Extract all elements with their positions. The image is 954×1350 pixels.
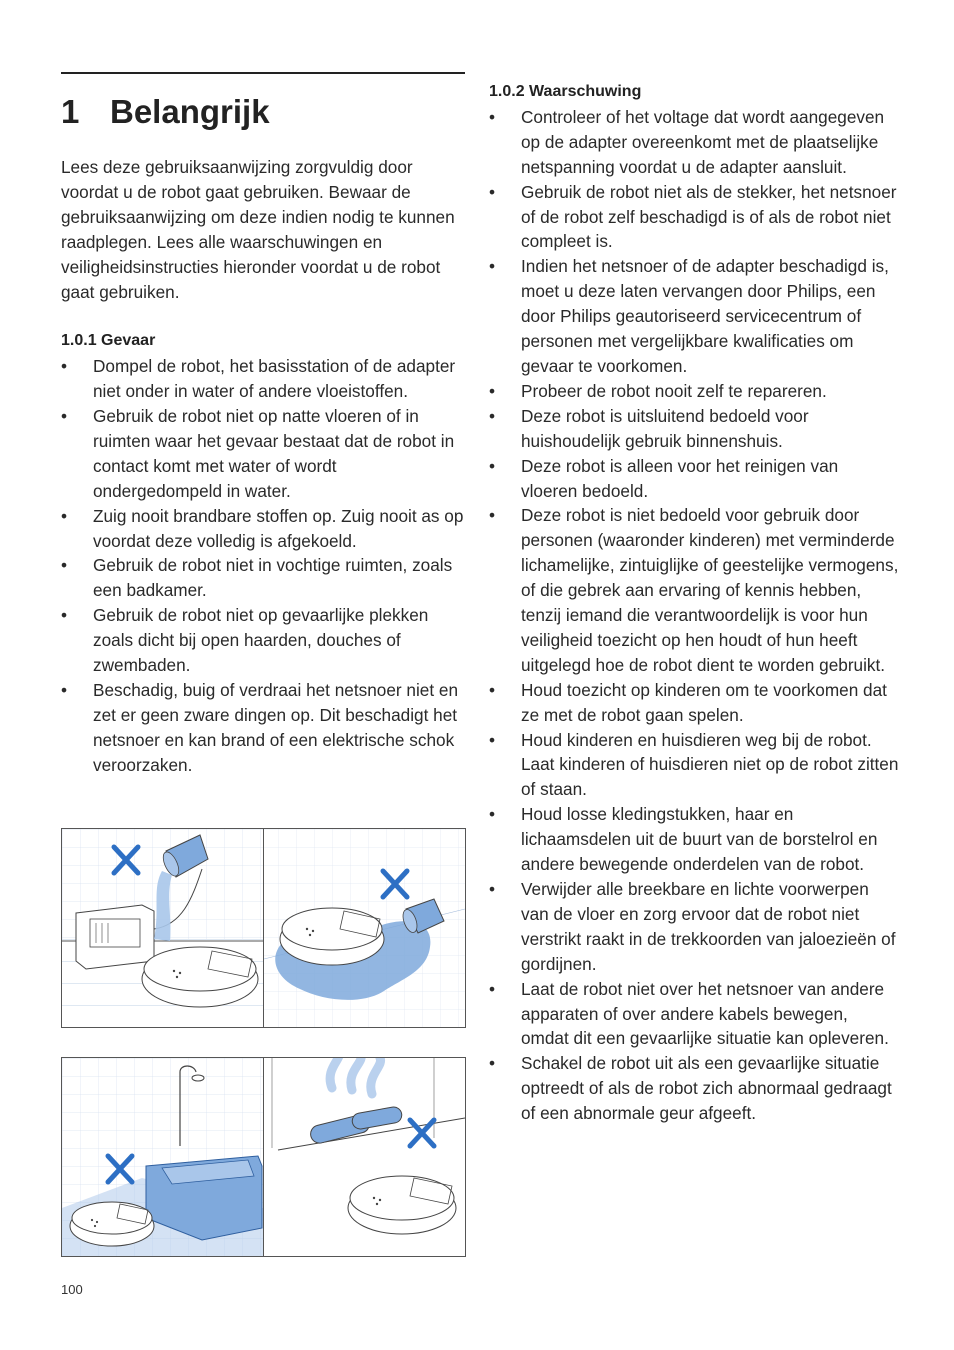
gevaar-item-text: Dompel de robot, het basisstation of de adapter niet onder in water of andere vloeistoffen. xyxy=(93,356,456,402)
waarschuwing-item xyxy=(489,254,899,379)
gevaar-item-text: Gebruik de robot niet op natte vloeren of in ruimten waar het gevaar bestaat dat de robot in contact komt met water of wordt ondergedompeld in water. xyxy=(93,406,455,501)
bullet-icon: • xyxy=(489,405,496,426)
bullet-icon: • xyxy=(489,455,496,476)
bullet-icon: • xyxy=(489,679,496,700)
intro-paragraph: Lees deze gebruiksaanwijzing zorgvuldig door voordat u de robot gaat gebruiken. Bewaar de gebruiksaanwijzing om deze indien nodig te kunnen raadplegen. Lees alle waarschuwingen en veiligheidsinstructies hieronder voordat u de robot gaat gebruiken. xyxy=(61,157,455,302)
page-title xyxy=(61,88,270,136)
bullet-icon: • xyxy=(489,804,496,825)
bullet-icon: • xyxy=(61,356,68,377)
gevaar-item xyxy=(61,678,469,778)
illustration-bottom-svg xyxy=(62,1058,465,1256)
bullet-icon: • xyxy=(61,680,68,701)
gevaar-item-text: Beschadig, buig of verdraai het netsnoer niet en zet er geen zware dingen op. Dit beschadigt het netsnoer en kan brand of een elektrische schok veroorzaken. xyxy=(93,680,458,775)
gevaar-item xyxy=(61,504,469,554)
illustration-panel-bottom xyxy=(61,1057,466,1257)
waarschuwing-item-text: Laat de robot niet over het netsnoer van andere apparaten of over andere kabels bewegen, omdat dit een gevaarlijke situatie kan opleveren. xyxy=(521,978,889,1049)
gevaar-item-text: Zuig nooit brandbare stoffen op. Zuig nooit as op voordat deze volledig is afgekoeld. xyxy=(93,505,464,551)
waarschuwing-item xyxy=(489,802,899,877)
gevaar-item-text: Gebruik de robot niet op gevaarlijke plekken zoals dicht bij open haarden, douches of zwembaden. xyxy=(93,605,429,676)
bullet-icon: • xyxy=(489,181,496,202)
waarschuwing-item xyxy=(489,977,899,1052)
waarschuwing-item-text: Houd kinderen en huisdieren weg bij de robot. Laat kinderen of huisdieren niet op de robot zitten of staan. xyxy=(521,729,899,800)
waarschuwing-item-text: Verwijder alle breekbare en lichte voorwerpen van de vloer en zorg ervoor dat de robot niet verstrikt raakt in de trekkoorden van jaloezieën of gordijnen. xyxy=(521,879,896,974)
title-rule xyxy=(61,72,465,74)
page-number: 100 xyxy=(61,1282,83,1297)
left-column xyxy=(61,155,469,778)
waarschuwing-list xyxy=(489,105,899,1126)
gevaar-item xyxy=(61,354,469,404)
waarschuwing-item xyxy=(489,105,899,180)
gevaar-item xyxy=(61,553,469,603)
section-title: Belangrijk xyxy=(110,93,270,130)
bullet-icon: • xyxy=(489,106,496,127)
bullet-icon: • xyxy=(489,879,496,899)
bullet-icon: • xyxy=(489,256,496,277)
gevaar-heading: 1.0.1 Gevaar xyxy=(61,332,156,350)
waarschuwing-item xyxy=(489,728,899,803)
gevaar-item-text: Gebruik de robot niet in vochtige ruimten, zoals een badkamer. xyxy=(93,555,453,601)
waarschuwing-item xyxy=(489,180,899,255)
illustration-panel-top xyxy=(61,828,466,1028)
waarschuwing-item xyxy=(489,1051,899,1126)
waarschuwing-item xyxy=(489,503,899,677)
waarschuwing-item xyxy=(489,404,899,454)
waarschuwing-item-text: Deze robot is alleen voor het reinigen van vloeren bedoeld. xyxy=(521,455,839,501)
illustration-top-svg xyxy=(62,829,465,1027)
waarschuwing-item-text: Gebruik de robot niet als de stekker, het netsnoer of de robot zelf beschadigd is of als de robot niet compleet is. xyxy=(521,181,897,252)
bullet-icon: • xyxy=(61,555,68,576)
waarschuwing-item-text: Indien het netsnoer of de adapter beschadigd is, moet u deze laten vervangen door Philips, een door Philips geautoriseerd servicecentrum of personen met vergelijkbare kwalificaties om gevaar te voorkomen. xyxy=(521,256,889,376)
waarschuwing-item-text: Controleer of het voltage dat wordt aangegeven op de adapter overeenkomt met de plaatselijke netspanning voordat u de adapter aansluit. xyxy=(521,106,885,177)
gevaar-item xyxy=(61,603,469,678)
bullet-icon: • xyxy=(489,380,496,401)
waarschuwing-item-text: Probeer de robot nooit zelf te repareren. xyxy=(521,380,827,401)
bullet-icon: • xyxy=(489,729,496,750)
bullet-icon: • xyxy=(489,978,496,999)
gevaar-list xyxy=(61,354,469,777)
section-number: 1 xyxy=(61,93,80,130)
bullet-icon: • xyxy=(61,505,68,526)
waarschuwing-item xyxy=(489,877,899,977)
waarschuwing-heading: 1.0.2 Waarschuwing xyxy=(489,83,642,100)
bullet-icon: • xyxy=(489,1053,496,1074)
right-column xyxy=(489,80,899,1126)
waarschuwing-item xyxy=(489,678,899,728)
waarschuwing-item-text: Houd losse kledingstukken, haar en lichaamsdelen uit de buurt van de borstelrol en andere bewegende onderdelen van de robot. xyxy=(521,804,878,875)
waarschuwing-item-text: Houd toezicht op kinderen om te voorkomen dat ze met de robot gaan spelen. xyxy=(521,679,887,725)
bullet-icon: • xyxy=(489,505,496,526)
bullet-icon: • xyxy=(61,406,68,427)
waarschuwing-item-text: Schakel de robot uit als een gevaarlijke situatie optreedt of als de robot zich abnormaal gedraagt of een abnormale geur afgeeft. xyxy=(521,1053,892,1124)
waarschuwing-item-text: Deze robot is uitsluitend bedoeld voor huishoudelijk gebruik binnenshuis. xyxy=(521,405,809,451)
bullet-icon: • xyxy=(61,605,68,626)
gevaar-item xyxy=(61,404,469,504)
waarschuwing-item xyxy=(489,454,899,504)
waarschuwing-item xyxy=(489,379,899,404)
waarschuwing-item-text: Deze robot is niet bedoeld voor gebruik door personen (waaronder kinderen) met verminderde lichamelijke, zintuiglijke of geestelijke vermogens, of die gebrek aan ervaring of kennis hebben, tenzij iemand die verantwoordelijk is voor hun veiligheid toezicht op hen houdt of hun heeft uitgelegd hoe de robot dient te worden gebruikt. xyxy=(521,505,899,675)
